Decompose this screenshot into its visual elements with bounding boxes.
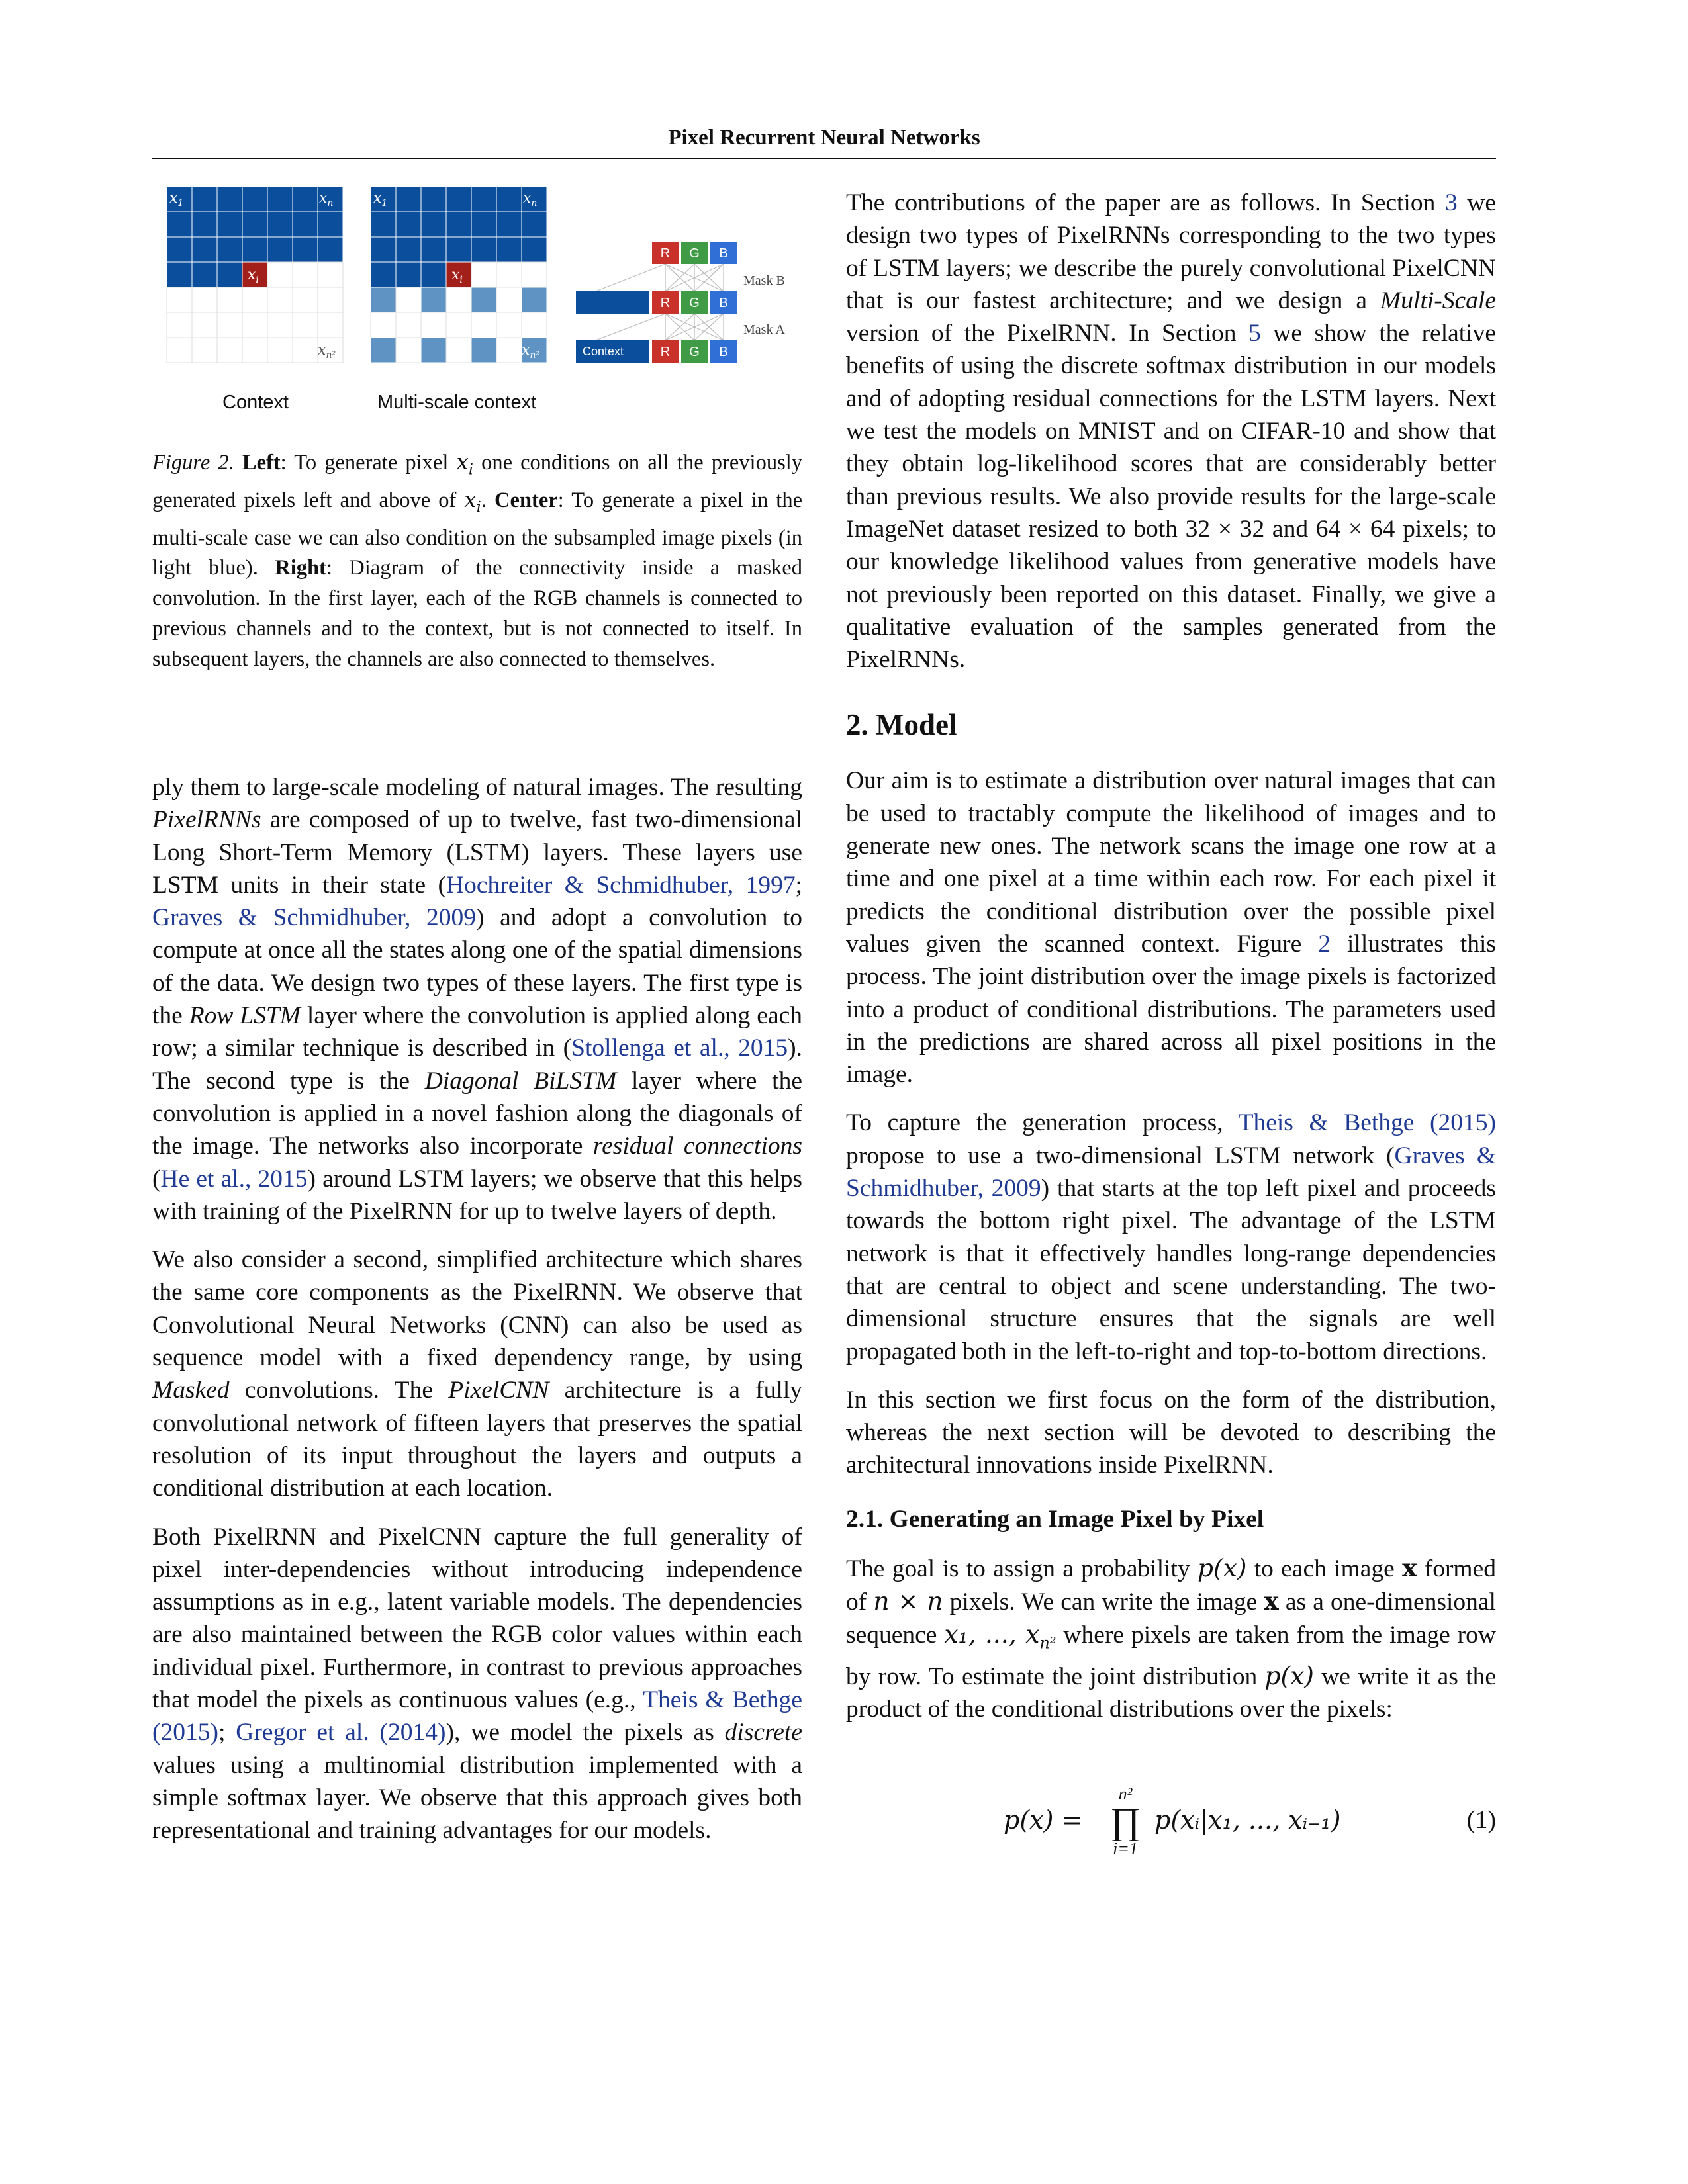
subsection-heading: 2.1. Generating an Image Pixel by Pixel <box>846 1505 1264 1533</box>
grid-cell <box>217 212 242 237</box>
grid-cell <box>496 262 522 287</box>
channel-label: B <box>719 246 728 261</box>
grid-cell <box>217 287 242 312</box>
grid-cell <box>496 212 522 237</box>
header-rule <box>152 158 1496 159</box>
grid-cell <box>421 338 446 363</box>
grid-cell <box>446 338 471 363</box>
citation-link[interactable]: Graves & Schmidhuber, 2009 <box>846 1142 1497 1203</box>
grid-cell <box>471 312 496 338</box>
grid-cell <box>217 237 242 262</box>
grid-cell <box>471 262 496 287</box>
grid-cell <box>446 287 471 312</box>
grid-cell <box>167 312 192 338</box>
grid-cell <box>396 287 421 312</box>
grid-cell <box>396 212 421 237</box>
equation-lhs: p(x) = <box>1004 1805 1083 1835</box>
citation-link[interactable]: Theis & Bethge (2015) <box>152 1686 803 1747</box>
grid-cell <box>192 287 217 312</box>
channel-label: G <box>689 296 700 310</box>
grid-cell <box>421 187 446 212</box>
figure-ref-link[interactable]: 2 <box>1318 930 1331 958</box>
grid-cell <box>471 187 496 212</box>
grid-cell <box>371 338 396 363</box>
grid-cell <box>192 312 217 338</box>
grid-cell <box>396 262 421 287</box>
grid-cell <box>267 187 293 212</box>
connection-line <box>596 314 665 340</box>
label-x1: $x_1$ <box>169 190 184 208</box>
grid-cell <box>371 287 396 312</box>
grid-cell <box>371 212 396 237</box>
caption-text: one conditions on all the previously generated pixels left and above of <box>152 451 802 513</box>
caption-figure-label: Figure 2. <box>152 451 234 475</box>
grid-cell <box>496 237 522 262</box>
paragraph: The contributions of the paper are as follows. In Section 3 we design two types of PixelRNNs corresponding to the two types of LSTM layers; we describe the purely convolutional PixelCNN that is our fastest architecture; and we design a Multi-Scale version of the PixelRNN. In Section 5 we show the relative benefits of using the discrete softmax distribution in our models and of adopting residual connections for the LSTM layers. Next we test the models on MNIST and on CIFAR-10 and show that they obtain log-likelihood scores that are considerably better than previous results. We also provide results for the large-scale ImageNet dataset resized to both 32 × 32 and 64 × 64 pixels; to our knowledge likelihood values from generative models have not previously been reported on this dataset. Finally, we give a qualitative evaluation of the samples generated from the PixelRNNs. <box>846 189 1496 674</box>
grid-cell <box>242 287 267 312</box>
grid-cell <box>217 262 242 287</box>
caption-center-label: Center <box>494 488 558 513</box>
grid-cell <box>318 287 343 312</box>
grid-cell <box>167 262 192 287</box>
caption-text: : To generate pixel <box>280 451 457 475</box>
label-xn: $x_n$ <box>523 190 538 208</box>
grid-cell <box>421 312 446 338</box>
label-xn2: $x_{n^2}$ <box>318 342 336 361</box>
right-column <box>846 187 1496 1885</box>
grid-cell <box>396 312 421 338</box>
grid-cell <box>446 312 471 338</box>
grid-cell <box>421 287 446 312</box>
label-xn: $x_n$ <box>319 190 334 208</box>
grid-cell <box>318 212 343 237</box>
grid-cell <box>318 312 343 338</box>
grid-cell <box>242 312 267 338</box>
grid-cell <box>293 212 318 237</box>
grid-cell <box>267 237 293 262</box>
grid-cell <box>242 338 267 363</box>
caption-text: : To generate a pixel in the multi-scale case we can also condition on the subsampled image pixels (in light blue). <box>152 488 803 580</box>
grid-cell <box>217 312 242 338</box>
caption-left-label: Left <box>242 451 281 475</box>
context-label: Context <box>222 392 289 413</box>
equation-number: (1) <box>1466 1805 1496 1834</box>
grid-cell <box>192 237 217 262</box>
citation-link[interactable]: Graves & Schmidhuber, 2009 <box>152 904 477 932</box>
masked-convolution-diagram <box>576 242 785 363</box>
grid-cell <box>167 212 192 237</box>
caption-right-label: Right <box>275 556 326 580</box>
grid-cell <box>421 237 446 262</box>
grid-cell <box>371 237 396 262</box>
paragraph: To capture the generation process, Theis & Bethge (2015) propose to use a two-dimensional LSTM network (Graves & Schmidhuber, 2009) that starts at the top left pixel and proceeds towards the bottom right pixel. The advantage of the LSTM network is that it effectively handles long-range dependencies that are central to object and scene understanding. The two-dimensional structure ensures that the signals are well propagated both in the left-to-right and top-to-bottom directions. <box>846 1109 1497 1365</box>
context-bar <box>576 291 649 314</box>
figure-2-diagram <box>152 173 808 392</box>
caption-math-xi: $x_i$ <box>464 487 481 516</box>
grid-cell <box>293 237 318 262</box>
channel-label: B <box>719 296 728 310</box>
grid-cell <box>267 287 293 312</box>
paragraph: In this section we first focus on the form of the distribution, whereas the next section will be devoted to describing the architectural innovations inside PixelRNN. <box>846 1386 1496 1479</box>
grid-cell <box>496 187 522 212</box>
paragraph: Our aim is to estimate a distribution over natural images that can be used to tractably compute the likelihood of images and to generate new ones. The network scans the image one row at a time and one pixel at a time within each row. For each pixel it predicts the conditional distribution over the possible pixel values given the scanned context. Figure 2 illustrates this process. The joint distribution over the image pixels is factorized into a product of conditional distributions. The parameters used in the predictions are shared across all pixel positions in the image. <box>846 767 1496 1089</box>
grid-cell <box>446 187 471 212</box>
grid-cell <box>217 338 242 363</box>
channel-label: G <box>689 246 700 261</box>
grid-cell <box>217 187 242 212</box>
grid-cell <box>293 187 318 212</box>
grid-cell <box>242 237 267 262</box>
grid-cell <box>496 287 522 312</box>
equation-1 <box>846 1786 1496 1885</box>
label-xi: $x_i$ <box>451 267 463 285</box>
citation-link[interactable]: Gregor et al. (2014) <box>236 1719 446 1747</box>
channel-label: B <box>719 345 728 359</box>
citation-link[interactable]: He et al., 2015 <box>160 1165 308 1193</box>
grid-cell <box>267 212 293 237</box>
grid-cell <box>471 287 496 312</box>
mask-b-label: Mask B <box>743 273 785 288</box>
grid-cell <box>293 338 318 363</box>
grid-cell <box>293 287 318 312</box>
grid-cell <box>371 262 396 287</box>
citation-link[interactable]: Theis & Bethge (2015) <box>1238 1109 1497 1137</box>
grid-cell <box>522 237 547 262</box>
left-column <box>152 771 802 1863</box>
grid-cell <box>192 212 217 237</box>
grid-cell <box>192 262 217 287</box>
grid-cell <box>396 237 421 262</box>
label-xi: $x_i$ <box>248 267 259 285</box>
grid-cell <box>192 187 217 212</box>
grid-cell <box>267 338 293 363</box>
multiscale-context-grid <box>371 187 547 363</box>
grid-cell <box>192 338 217 363</box>
equation-rhs: p(xᵢ|x₁, ..., xᵢ₋₁) <box>1154 1805 1341 1835</box>
grid-cell <box>496 312 522 338</box>
section-ref-link[interactable]: 3 <box>1444 189 1458 216</box>
multiscale-context-label: Multi-scale context <box>377 392 537 413</box>
citation-link[interactable]: Hochreiter & Schmidhuber, 1997 <box>446 871 796 899</box>
figure-caption <box>152 447 802 675</box>
grid-cell <box>446 237 471 262</box>
grid-cell <box>167 287 192 312</box>
context-grid <box>167 187 343 363</box>
grid-cell <box>242 187 267 212</box>
grid-cell <box>267 312 293 338</box>
grid-cell <box>522 212 547 237</box>
channel-label: R <box>660 345 671 359</box>
grid-cell <box>496 338 522 363</box>
channel-label: G <box>689 345 700 359</box>
caption-text: . <box>481 488 495 513</box>
citation-link[interactable]: Stollenga et al., 2015 <box>571 1034 788 1062</box>
grid-cell <box>421 262 446 287</box>
channel-label: R <box>660 296 671 310</box>
product-operator: n² ∏ i=1 <box>1109 1784 1141 1858</box>
grid-cell <box>396 338 421 363</box>
grid-cell <box>242 212 267 237</box>
grid-cell <box>522 262 547 287</box>
grid-cell <box>522 312 547 338</box>
grid-cell <box>446 212 471 237</box>
grid-cell <box>318 262 343 287</box>
grid-cell <box>318 237 343 262</box>
grid-cell <box>293 312 318 338</box>
grid-cell <box>421 212 446 237</box>
grid-cell <box>293 262 318 287</box>
mask-a-label: Mask A <box>743 322 785 337</box>
figure-2 <box>152 173 808 425</box>
caption-math-xi: $x_i$ <box>456 449 473 478</box>
context-box-label: Context <box>583 345 624 358</box>
grid-cell <box>267 262 293 287</box>
grid-cell <box>522 287 547 312</box>
section-heading: 2. Model <box>846 708 957 742</box>
grid-cell <box>396 187 421 212</box>
label-x1: $x_1$ <box>373 190 388 208</box>
paragraph: Both PixelRNN and PixelCNN capture the full generality of pixel inter-dependencies without introducing independence assumptions as in e.g., latent variable models. The dependencies are also maintained between the RGB color values within each individual pixel. Furthermore, in contrast to previous approaches that model the pixels as continuous values (e.g., Theis & Bethge (2015); Gregor et al. (2014)), we model the pixels as discrete values using a multinomial distribution implemented with a simple softmax layer. We observe that this approach gives both representational and training advantages for our models. <box>152 1523 803 1844</box>
grid-cell <box>471 338 496 363</box>
running-head: Pixel Recurrent Neural Networks <box>668 126 980 150</box>
grid-cell <box>471 212 496 237</box>
grid-cell <box>167 237 192 262</box>
label-xn2: $x_{n^2}$ <box>522 342 540 361</box>
grid-cell <box>471 237 496 262</box>
grid-cell <box>167 338 192 363</box>
caption-text: : Diagram of the connectivity inside a masked convolution. In the first layer, each of the RGB channels is connected to previous channels and to the context, but is not connected to itself. In subsequent layers, the channels are also connected to themselves. <box>152 556 802 671</box>
connection-line <box>596 264 665 291</box>
paragraph: ply them to large-scale modeling of natural images. The resulting PixelRNNs are composed of up to twelve, fast two-dimensional Long Short-Term Memory (LSTM) layers. These layers use LSTM units in their state (Hochreiter & Schmidhuber, 1997; Graves & Schmidhuber, 2009) and adopt a convolution to compute at once all the states along one of the spatial dimensions of the data. We design two types of these layers. The first type is the Row LSTM layer where the convolution is applied along each row; a similar technique is described in (Stollenga et al., 2015). The second type is the Diagonal BiLSTM layer where the convolution is applied in a novel fashion along the diagonals of the image. The networks also incorporate residual connections (He et al., 2015) around LSTM layers; we observe that this helps with training of the PixelRNN for up to twelve layers of depth. <box>152 774 803 1225</box>
grid-cell <box>371 312 396 338</box>
section-ref-link[interactable]: 5 <box>1248 320 1261 347</box>
channel-label: R <box>660 246 671 261</box>
paragraph: The goal is to assign a probability p(x) to each image x formed of n × n pixels. We can write the image x as a one-dimensional sequence x₁, ..., $x_{n^2}$ where pixels are taken from the image row by row. To estimate the joint distribution p(x) we write it as the product of the conditional distributions over the pixels: <box>846 1553 1496 1723</box>
paragraph: We also consider a second, simplified architecture which shares the same core components as the PixelRNN. We observe that Convolutional Neural Networks (CNN) can also be used as sequence model with a fixed dependency range, by using Masked convolutions. The PixelCNN architecture is a fully convolutional network of fifteen layers that preserves the spatial resolution of its input throughout the layers and outputs a conditional distribution at each location. <box>152 1246 802 1502</box>
